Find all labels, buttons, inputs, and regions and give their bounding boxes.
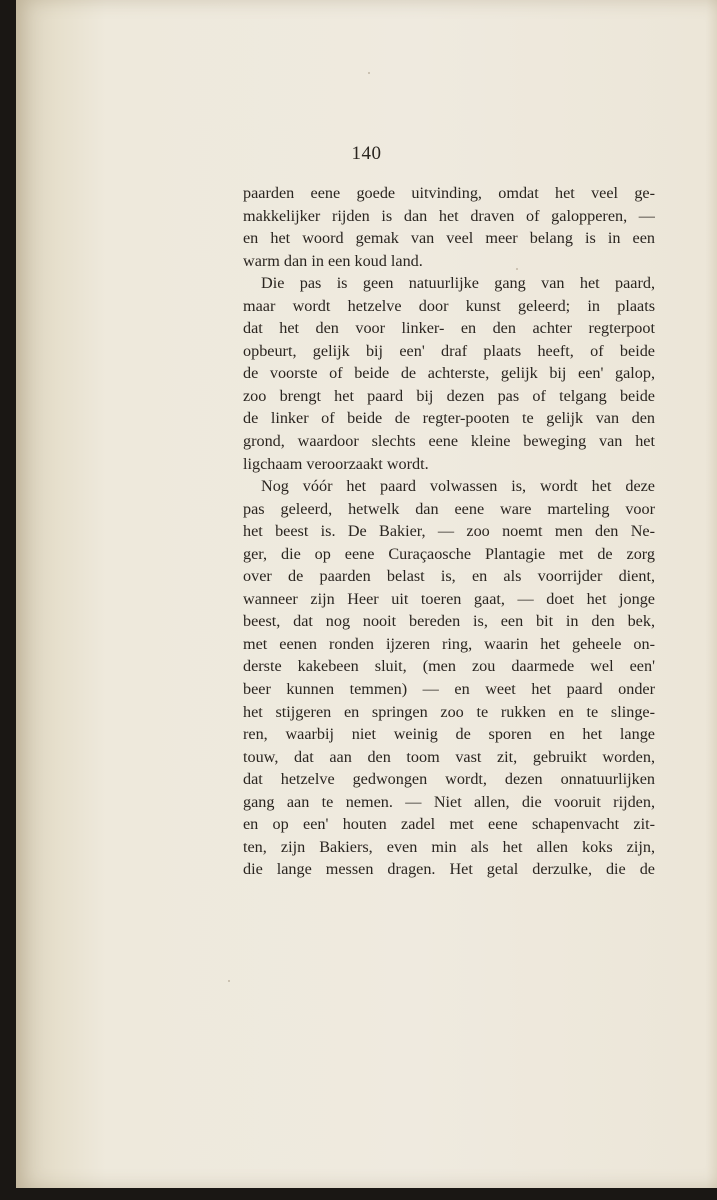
text-line: ligchaam veroorzaakt wordt. [243,454,429,473]
text-line: dat het den voor linker- en den achter regterpoot [243,319,655,338]
text-line: gang aan te nemen. — Niet allen, die vooruit rijden, [243,792,655,811]
text-line: die lange messen dragen. Het getal derzulke, die de [243,860,655,879]
text-line: derste kakebeen sluit, (men zou daarmede wel een' [243,657,655,676]
text-line: zoo brengt het paard bij dezen pas of telgang beide [243,386,655,405]
text-line: beest, dat nog nooit bereden is, een bit in den bek, [243,612,655,631]
paper-speck [228,980,230,982]
text-line: Die pas is geen natuurlijke gang van het paard, [261,274,655,293]
text-line: het beest is. De Bakier, — zoo noemt men den Ne- [243,522,655,541]
text-line: makkelijker rijden is dan het draven of galopperen, — [243,206,655,225]
text-line: ger, die op eene Curaçaosche Plantagie met de zorg [243,544,655,563]
text-line: wanneer zijn Heer uit toeren gaat, — doet het jonge [243,589,655,608]
text-line: de voorste of beide de achterste, gelijk bij een' galop, [243,364,655,383]
text-line: maar wordt hetzelve door kunst geleerd; in plaats [243,296,655,315]
text-line: opbeurt, gelijk bij een' draf plaats heeft, of beide [243,341,655,360]
text-line: ten, zijn Bakiers, even min als het allen koks zijn, [243,837,655,856]
paper-speck [368,72,370,74]
text-line: de linker of beide de regter-pooten te gelijk van den [243,409,655,428]
text-line: met eenen ronden ijzeren ring, waarin het geheele on- [243,634,655,653]
text-line: paarden eene goede uitvinding, omdat het veel ge- [243,184,655,202]
text-line: Nog vóór het paard volwassen is, wordt het deze [261,477,655,496]
body-text [243,182,655,881]
text-line: over de paarden belast is, en als voorrijder dient, [243,567,655,586]
book-page [16,0,717,1188]
text-line: beer kunnen temmen) — en weet het paard onder [243,680,655,699]
text-line: grond, waardoor slechts eene kleine beweging van het [243,432,655,451]
text-line: warm dan in een koud land. [243,251,423,270]
text-line: en op een' houten zadel met eene schapenvacht zit- [243,815,655,834]
text-line: pas geleerd, hetwelk dan eene ware marteling voor [243,499,655,518]
page-number: 140 [351,143,382,164]
text-line: en het woord gemak van veel meer belang is in een [243,229,655,248]
text-line: ren, waarbij niet weinig de sporen en het lange [243,725,655,744]
text-line: touw, dat aan den toom vast zit, gebruikt worden, [243,747,655,766]
text-line: het stijgeren en springen zoo te rukken en te slinge- [243,702,655,721]
text-line: dat hetzelve gedwongen wordt, dezen onnatuurlijken [243,770,655,789]
